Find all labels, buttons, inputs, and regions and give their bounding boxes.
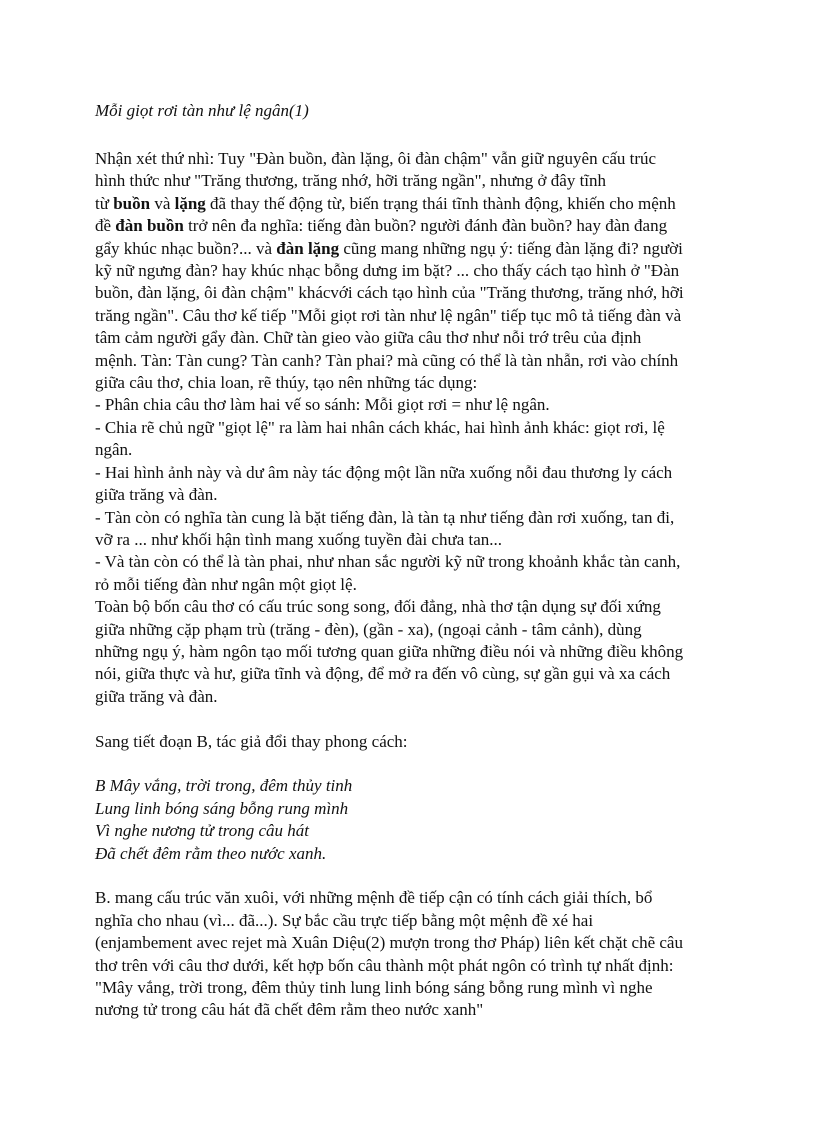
text-line: từ buồn và lặng đã thay thế động từ, biến trạng thái tĩnh thành động, khiến cho mệnh bbox=[95, 193, 676, 213]
bold-term: lặng bbox=[174, 193, 206, 213]
text-line: nghĩa cho nhau (vì... đã...). Sự bắc cầu trực tiếp bằng một mệnh đề xé hai bbox=[95, 910, 594, 930]
text-line: "Mây vắng, trời trong, đêm thủy tinh lung linh bóng sáng bỗng rung mình vì nghe bbox=[95, 977, 653, 997]
poem-line: Lung linh bóng sáng bỗng rung mình bbox=[95, 798, 349, 818]
poem-line: B Mây vắng, trời trong, đêm thủy tinh bbox=[95, 776, 353, 796]
intro-line: Sang tiết đoạn B, tác giả đổi thay phong cách: bbox=[95, 731, 408, 751]
bold-term: đàn lặng bbox=[276, 238, 340, 258]
text-line: kỹ nữ ngưng đàn? hay khúc nhạc bỗng dưng im bặt? ... cho thấy cách tạo hình ở "Đàn bbox=[95, 261, 680, 281]
text-line: giữa những cặp phạm trù (trăng - đèn), (gần - xa), (ngoại cảnh - tâm cảnh), dùng bbox=[95, 619, 642, 639]
text-line: - Hai hình ảnh này và dư âm này tác động một lần nữa xuống nỗi đau thương ly cách bbox=[95, 462, 673, 482]
text-line: Nhận xét thứ nhì: Tuy "Đàn buồn, đàn lặng, ôi đàn chậm" vẫn giữ nguyên cấu trúc bbox=[95, 149, 657, 168]
section-title: Mỗi giọt rơi tàn như lệ ngân(1) bbox=[95, 101, 309, 120]
text-line: buồn, đàn lặng, ôi đàn chậm" khácvới cách tạo hình của "Trăng thương, trăng nhớ, hỡi bbox=[95, 283, 684, 303]
text-line: - Và tàn còn có thể là tàn phai, như nhan sắc người kỹ nữ trong khoảnh khắc tàn canh, bbox=[95, 552, 681, 572]
poem-line: Vì nghe nương tử trong câu hát bbox=[95, 821, 309, 841]
document-page bbox=[95, 100, 735, 1022]
text-line: B. mang cấu trúc văn xuôi, với những mệnh đề tiếp cận có tính cách giải thích, bổ bbox=[95, 888, 653, 908]
bold-term: đàn buồn bbox=[115, 216, 184, 236]
text-line: Toàn bộ bốn câu thơ có cấu trúc song song, đối đẳng, nhà thơ tận dụng sự đối xứng bbox=[95, 597, 661, 617]
text-line: mệnh. Tàn: Tàn cung? Tàn canh? Tàn phai? mà cũng có thể là tàn nhẫn, rơi vào chính bbox=[95, 350, 679, 370]
text-line: gẩy khúc nhạc buồn?... và đàn lặng cũng mang những ngụ ý: tiếng đàn lặng đi? người bbox=[95, 238, 683, 258]
text-line: - Tàn còn có nghĩa tàn cung là bặt tiếng đàn, là tàn tạ như tiếng đàn rơi xuống, tan đi, bbox=[95, 507, 675, 527]
text-line: nói, giữa thực và hư, giữa tĩnh và động, để mở ra đến vô cùng, sự gần gụi và xa cách bbox=[95, 664, 671, 684]
text-line: ngân. bbox=[95, 440, 133, 460]
text-line: giữa câu thơ, chia loan, rẽ thúy, tạo nên những tác dụng: bbox=[95, 373, 478, 393]
poem-line: Đã chết đêm rằm theo nước xanh. bbox=[95, 843, 327, 863]
text-line: - Phân chia câu thơ làm hai vế so sánh: Mỗi giọt rơi = như lệ ngân. bbox=[95, 395, 550, 415]
text-line: đề đàn buồn trở nên đa nghĩa: tiếng đàn buồn? người đánh đàn buồn? hay đàn đang bbox=[95, 216, 668, 236]
text-line: nương tử trong câu hát đã chết đêm rằm theo nước xanh" bbox=[95, 1000, 484, 1020]
paragraph-analysis bbox=[95, 148, 735, 1022]
text-line: giữa trăng và đàn. bbox=[95, 485, 218, 505]
text-line: tâm cảm người gẩy đàn. Chữ tàn gieo vào giữa câu thơ như nỗi trớ trêu của định bbox=[95, 328, 642, 348]
text-line: vỡ ra ... như khối hận tình mang xuống tuyền đài chưa tan... bbox=[95, 529, 503, 549]
text-line: trăng ngần". Câu thơ kế tiếp "Mỗi giọt rơi tàn như lệ ngân" tiếp tục mô tả tiếng đàn và bbox=[95, 305, 682, 325]
text-line: - Chia rẽ chủ ngữ "giọt lệ" ra làm hai nhân cách khác, hai hình ảnh khác: giọt rơi, lệ bbox=[95, 417, 665, 437]
text-line: thơ trên với câu thơ dưới, kết hợp bốn câu thành một phát ngôn có trình tự nhất định: bbox=[95, 955, 674, 975]
text-line: rỏ mỗi tiếng đàn như ngân một giọt lệ. bbox=[95, 574, 357, 594]
text-line: hình thức như "Trăng thương, trăng nhớ, hỡi trăng ngần", nhưng ở đây tĩnh bbox=[95, 171, 607, 191]
text-line: những ngụ ý, hàm ngôn tạo mối tương quan giữa những điều nói và những điều không bbox=[95, 641, 684, 661]
text-line: (enjambement avec rejet mà Xuân Diệu(2) mượn trong thơ Pháp) liên kết chặt chẽ câu bbox=[95, 933, 683, 953]
bold-term: buồn bbox=[113, 193, 151, 213]
text-line: giữa trăng và đàn. bbox=[95, 686, 218, 706]
